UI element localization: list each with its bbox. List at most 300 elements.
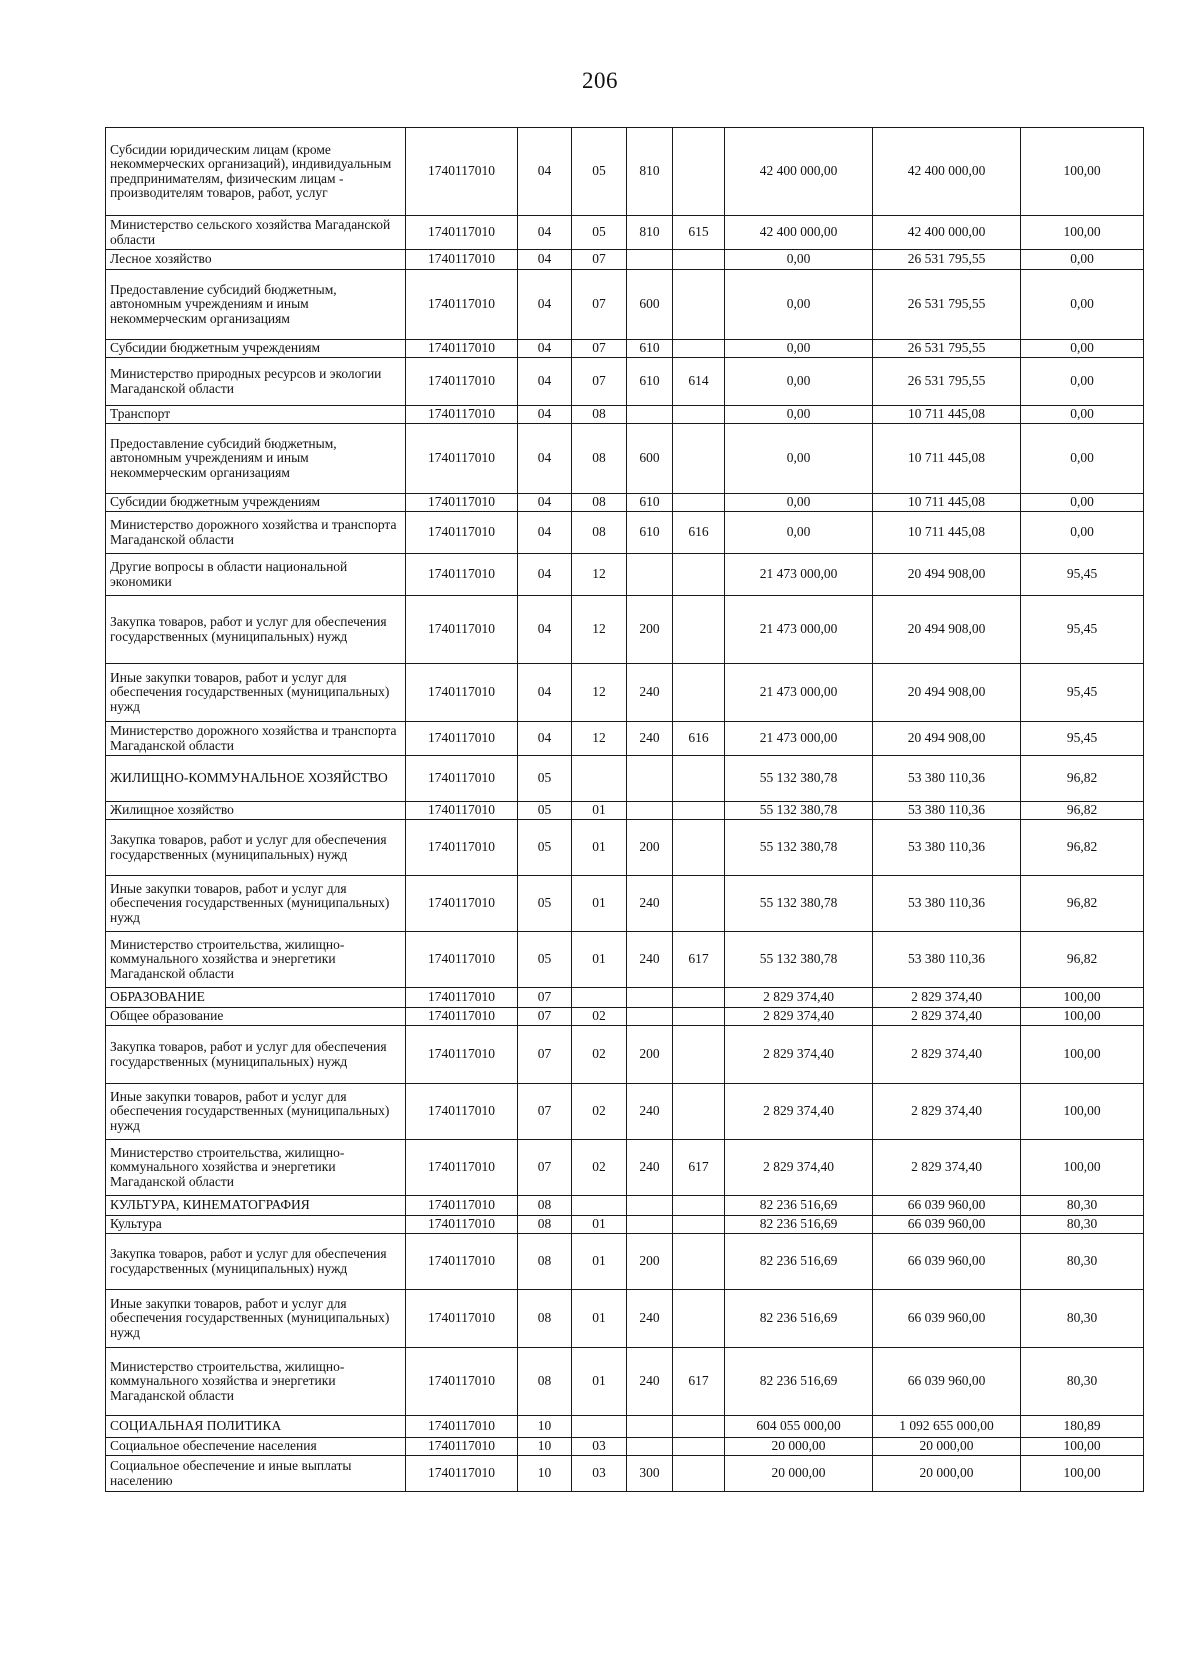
- section-code-cell: 04: [518, 358, 572, 406]
- table-row: [106, 358, 1144, 406]
- actual-amount-cell: 66 039 960,00: [873, 1290, 1021, 1348]
- target-article-cell: 1740117010: [406, 1438, 518, 1456]
- subsection-code-cell: 12: [572, 554, 627, 596]
- section-code-cell: 07: [518, 1026, 572, 1084]
- planned-amount-cell: 2 829 374,40: [725, 1026, 873, 1084]
- row-name-cell: Субсидии юридическим лицам (кроме некоммерческих организаций), индивидуальным предпринимателям, физическим лицам - производителям товаров, работ, услуг: [106, 128, 406, 216]
- row-name-cell: Министерство строительства, жилищно-коммунального хозяйства и энергетики Магаданской области: [106, 932, 406, 988]
- table-row: [106, 1140, 1144, 1196]
- row-name-cell: КУЛЬТУРА, КИНЕМАТОГРАФИЯ: [106, 1196, 406, 1216]
- actual-amount-cell: 26 531 795,55: [873, 270, 1021, 340]
- execution-percent-cell: 95,45: [1021, 664, 1144, 722]
- ministry-code-cell: [673, 1216, 725, 1234]
- ministry-code-cell: [673, 1084, 725, 1140]
- expense-type-cell: [627, 554, 673, 596]
- ministry-code-cell: [673, 1416, 725, 1438]
- expense-type-cell: [627, 1216, 673, 1234]
- ministry-code-cell: [673, 494, 725, 512]
- ministry-code-cell: [673, 1008, 725, 1026]
- planned-amount-cell: 0,00: [725, 424, 873, 494]
- planned-amount-cell: 55 132 380,78: [725, 876, 873, 932]
- table-row: [106, 722, 1144, 756]
- execution-percent-cell: 80,30: [1021, 1216, 1144, 1234]
- subsection-code-cell: 12: [572, 664, 627, 722]
- planned-amount-cell: 20 000,00: [725, 1438, 873, 1456]
- row-name-cell: Министерство дорожного хозяйства и транспорта Магаданской области: [106, 512, 406, 554]
- expense-type-cell: 200: [627, 596, 673, 664]
- target-article-cell: 1740117010: [406, 1140, 518, 1196]
- target-article-cell: 1740117010: [406, 270, 518, 340]
- section-code-cell: 07: [518, 1084, 572, 1140]
- planned-amount-cell: 82 236 516,69: [725, 1196, 873, 1216]
- planned-amount-cell: 21 473 000,00: [725, 664, 873, 722]
- expense-type-cell: 240: [627, 1290, 673, 1348]
- target-article-cell: 1740117010: [406, 1416, 518, 1438]
- target-article-cell: 1740117010: [406, 1290, 518, 1348]
- target-article-cell: 1740117010: [406, 128, 518, 216]
- execution-percent-cell: 0,00: [1021, 494, 1144, 512]
- expense-type-cell: [627, 1438, 673, 1456]
- execution-percent-cell: 95,45: [1021, 596, 1144, 664]
- expense-type-cell: 200: [627, 1234, 673, 1290]
- ministry-code-cell: [673, 802, 725, 820]
- subsection-code-cell: [572, 988, 627, 1008]
- table-row: [106, 1234, 1144, 1290]
- execution-percent-cell: 80,30: [1021, 1348, 1144, 1416]
- ministry-code-cell: 616: [673, 512, 725, 554]
- planned-amount-cell: 42 400 000,00: [725, 128, 873, 216]
- target-article-cell: 1740117010: [406, 596, 518, 664]
- planned-amount-cell: 0,00: [725, 512, 873, 554]
- page-number: 206: [582, 68, 618, 93]
- table-row: [106, 664, 1144, 722]
- row-name-cell: ЖИЛИЩНО-КОММУНАЛЬНОЕ ХОЗЯЙСТВО: [106, 756, 406, 802]
- actual-amount-cell: 2 829 374,40: [873, 1084, 1021, 1140]
- planned-amount-cell: 2 829 374,40: [725, 988, 873, 1008]
- row-name-cell: Культура: [106, 1216, 406, 1234]
- target-article-cell: 1740117010: [406, 1008, 518, 1026]
- execution-percent-cell: 100,00: [1021, 1438, 1144, 1456]
- table-row: [106, 1026, 1144, 1084]
- row-name-cell: Субсидии бюджетным учреждениям: [106, 494, 406, 512]
- actual-amount-cell: 20 494 908,00: [873, 554, 1021, 596]
- target-article-cell: 1740117010: [406, 424, 518, 494]
- table-row: [106, 988, 1144, 1008]
- ministry-code-cell: [673, 1438, 725, 1456]
- actual-amount-cell: 10 711 445,08: [873, 512, 1021, 554]
- planned-amount-cell: 82 236 516,69: [725, 1234, 873, 1290]
- actual-amount-cell: 10 711 445,08: [873, 424, 1021, 494]
- execution-percent-cell: 100,00: [1021, 1456, 1144, 1492]
- section-code-cell: 05: [518, 932, 572, 988]
- table-row: [106, 494, 1144, 512]
- planned-amount-cell: 0,00: [725, 340, 873, 358]
- expense-type-cell: 240: [627, 932, 673, 988]
- actual-amount-cell: 20 494 908,00: [873, 664, 1021, 722]
- table-row: [106, 1438, 1144, 1456]
- ministry-code-cell: 617: [673, 932, 725, 988]
- expense-type-cell: 600: [627, 270, 673, 340]
- subsection-code-cell: 01: [572, 1348, 627, 1416]
- row-name-cell: Министерство природных ресурсов и экологии Магаданской области: [106, 358, 406, 406]
- subsection-code-cell: 02: [572, 1084, 627, 1140]
- execution-percent-cell: 96,82: [1021, 820, 1144, 876]
- ministry-code-cell: [673, 1456, 725, 1492]
- table-row: [106, 128, 1144, 216]
- row-name-cell: СОЦИАЛЬНАЯ ПОЛИТИКА: [106, 1416, 406, 1438]
- table-row: [106, 756, 1144, 802]
- planned-amount-cell: 82 236 516,69: [725, 1290, 873, 1348]
- section-code-cell: 04: [518, 270, 572, 340]
- subsection-code-cell: 01: [572, 1216, 627, 1234]
- ministry-code-cell: [673, 340, 725, 358]
- section-code-cell: 08: [518, 1290, 572, 1348]
- execution-percent-cell: 180,89: [1021, 1416, 1144, 1438]
- section-code-cell: 07: [518, 988, 572, 1008]
- row-name-cell: Закупка товаров, работ и услуг для обеспечения государственных (муниципальных) нужд: [106, 820, 406, 876]
- actual-amount-cell: 2 829 374,40: [873, 1026, 1021, 1084]
- actual-amount-cell: 53 380 110,36: [873, 756, 1021, 802]
- subsection-code-cell: 01: [572, 1290, 627, 1348]
- target-article-cell: 1740117010: [406, 250, 518, 270]
- row-name-cell: ОБРАЗОВАНИЕ: [106, 988, 406, 1008]
- expense-type-cell: 610: [627, 512, 673, 554]
- actual-amount-cell: 53 380 110,36: [873, 876, 1021, 932]
- planned-amount-cell: 2 829 374,40: [725, 1084, 873, 1140]
- target-article-cell: 1740117010: [406, 1216, 518, 1234]
- section-code-cell: 04: [518, 596, 572, 664]
- planned-amount-cell: 55 132 380,78: [725, 756, 873, 802]
- execution-percent-cell: 100,00: [1021, 988, 1144, 1008]
- ministry-code-cell: [673, 1196, 725, 1216]
- row-name-cell: Министерство строительства, жилищно-коммунального хозяйства и энергетики Магаданской области: [106, 1348, 406, 1416]
- ministry-code-cell: [673, 424, 725, 494]
- execution-percent-cell: 0,00: [1021, 512, 1144, 554]
- planned-amount-cell: 21 473 000,00: [725, 596, 873, 664]
- subsection-code-cell: 01: [572, 932, 627, 988]
- row-name-cell: Общее образование: [106, 1008, 406, 1026]
- subsection-code-cell: 01: [572, 802, 627, 820]
- target-article-cell: 1740117010: [406, 406, 518, 424]
- ministry-code-cell: [673, 128, 725, 216]
- actual-amount-cell: 66 039 960,00: [873, 1348, 1021, 1416]
- section-code-cell: 04: [518, 340, 572, 358]
- expense-type-cell: 610: [627, 358, 673, 406]
- row-name-cell: Иные закупки товаров, работ и услуг для обеспечения государственных (муниципальных) нужд: [106, 1084, 406, 1140]
- row-name-cell: Иные закупки товаров, работ и услуг для обеспечения государственных (муниципальных) нужд: [106, 1290, 406, 1348]
- expense-type-cell: 300: [627, 1456, 673, 1492]
- table-row: [106, 876, 1144, 932]
- subsection-code-cell: 03: [572, 1438, 627, 1456]
- actual-amount-cell: 1 092 655 000,00: [873, 1416, 1021, 1438]
- target-article-cell: 1740117010: [406, 664, 518, 722]
- planned-amount-cell: 0,00: [725, 406, 873, 424]
- table-row: [106, 270, 1144, 340]
- ministry-code-cell: [673, 270, 725, 340]
- budget-table: [105, 127, 1144, 1492]
- execution-percent-cell: 100,00: [1021, 128, 1144, 216]
- target-article-cell: 1740117010: [406, 1026, 518, 1084]
- subsection-code-cell: 02: [572, 1026, 627, 1084]
- execution-percent-cell: 95,45: [1021, 722, 1144, 756]
- expense-type-cell: [627, 1416, 673, 1438]
- section-code-cell: 04: [518, 494, 572, 512]
- section-code-cell: 04: [518, 722, 572, 756]
- table-row: [106, 406, 1144, 424]
- subsection-code-cell: [572, 756, 627, 802]
- section-code-cell: 05: [518, 820, 572, 876]
- execution-percent-cell: 80,30: [1021, 1196, 1144, 1216]
- row-name-cell: Министерство строительства, жилищно-коммунального хозяйства и энергетики Магаданской области: [106, 1140, 406, 1196]
- actual-amount-cell: 2 829 374,40: [873, 1008, 1021, 1026]
- execution-percent-cell: 96,82: [1021, 876, 1144, 932]
- table-row: [106, 1196, 1144, 1216]
- execution-percent-cell: 100,00: [1021, 216, 1144, 250]
- expense-type-cell: [627, 1008, 673, 1026]
- subsection-code-cell: 08: [572, 406, 627, 424]
- row-name-cell: Предоставление субсидий бюджетным, автономным учреждениям и иным некоммерческим организациям: [106, 424, 406, 494]
- target-article-cell: 1740117010: [406, 1456, 518, 1492]
- planned-amount-cell: 0,00: [725, 270, 873, 340]
- execution-percent-cell: 96,82: [1021, 802, 1144, 820]
- expense-type-cell: 810: [627, 128, 673, 216]
- table-row: [106, 340, 1144, 358]
- table-row: [106, 1008, 1144, 1026]
- target-article-cell: 1740117010: [406, 554, 518, 596]
- actual-amount-cell: 20 494 908,00: [873, 596, 1021, 664]
- table-row: [106, 1290, 1144, 1348]
- row-name-cell: Социальное обеспечение и иные выплаты населению: [106, 1456, 406, 1492]
- row-name-cell: Субсидии бюджетным учреждениям: [106, 340, 406, 358]
- expense-type-cell: 240: [627, 1140, 673, 1196]
- table-row: [106, 802, 1144, 820]
- ministry-code-cell: [673, 820, 725, 876]
- row-name-cell: Закупка товаров, работ и услуг для обеспечения государственных (муниципальных) нужд: [106, 1234, 406, 1290]
- target-article-cell: 1740117010: [406, 340, 518, 358]
- target-article-cell: 1740117010: [406, 1196, 518, 1216]
- execution-percent-cell: 0,00: [1021, 406, 1144, 424]
- expense-type-cell: 240: [627, 1084, 673, 1140]
- actual-amount-cell: 26 531 795,55: [873, 358, 1021, 406]
- execution-percent-cell: 100,00: [1021, 1008, 1144, 1026]
- section-code-cell: 04: [518, 128, 572, 216]
- section-code-cell: 04: [518, 424, 572, 494]
- planned-amount-cell: 55 132 380,78: [725, 932, 873, 988]
- ministry-code-cell: [673, 406, 725, 424]
- subsection-code-cell: 12: [572, 722, 627, 756]
- subsection-code-cell: [572, 1196, 627, 1216]
- subsection-code-cell: 07: [572, 270, 627, 340]
- expense-type-cell: [627, 988, 673, 1008]
- section-code-cell: 04: [518, 512, 572, 554]
- row-name-cell: Иные закупки товаров, работ и услуг для обеспечения государственных (муниципальных) нужд: [106, 876, 406, 932]
- planned-amount-cell: 20 000,00: [725, 1456, 873, 1492]
- actual-amount-cell: 53 380 110,36: [873, 802, 1021, 820]
- planned-amount-cell: 0,00: [725, 494, 873, 512]
- actual-amount-cell: 20 000,00: [873, 1456, 1021, 1492]
- subsection-code-cell: 08: [572, 494, 627, 512]
- table-row: [106, 932, 1144, 988]
- actual-amount-cell: 2 829 374,40: [873, 1140, 1021, 1196]
- ministry-code-cell: [673, 554, 725, 596]
- execution-percent-cell: 0,00: [1021, 424, 1144, 494]
- execution-percent-cell: 96,82: [1021, 756, 1144, 802]
- subsection-code-cell: 08: [572, 424, 627, 494]
- ministry-code-cell: [673, 1234, 725, 1290]
- ministry-code-cell: 617: [673, 1348, 725, 1416]
- planned-amount-cell: 21 473 000,00: [725, 722, 873, 756]
- subsection-code-cell: 03: [572, 1456, 627, 1492]
- section-code-cell: 08: [518, 1216, 572, 1234]
- subsection-code-cell: 01: [572, 1234, 627, 1290]
- target-article-cell: 1740117010: [406, 802, 518, 820]
- section-code-cell: 04: [518, 216, 572, 250]
- target-article-cell: 1740117010: [406, 932, 518, 988]
- expense-type-cell: 240: [627, 876, 673, 932]
- section-code-cell: 05: [518, 876, 572, 932]
- section-code-cell: 10: [518, 1456, 572, 1492]
- execution-percent-cell: 100,00: [1021, 1140, 1144, 1196]
- execution-percent-cell: 80,30: [1021, 1290, 1144, 1348]
- section-code-cell: 07: [518, 1008, 572, 1026]
- planned-amount-cell: 2 829 374,40: [725, 1008, 873, 1026]
- target-article-cell: 1740117010: [406, 820, 518, 876]
- table-row: [106, 596, 1144, 664]
- execution-percent-cell: 0,00: [1021, 340, 1144, 358]
- planned-amount-cell: 55 132 380,78: [725, 820, 873, 876]
- section-code-cell: 08: [518, 1348, 572, 1416]
- target-article-cell: 1740117010: [406, 722, 518, 756]
- table-row: [106, 554, 1144, 596]
- expense-type-cell: [627, 1196, 673, 1216]
- table-row: [106, 1216, 1144, 1234]
- row-name-cell: Закупка товаров, работ и услуг для обеспечения государственных (муниципальных) нужд: [106, 1026, 406, 1084]
- row-name-cell: Другие вопросы в области национальной экономики: [106, 554, 406, 596]
- target-article-cell: 1740117010: [406, 358, 518, 406]
- planned-amount-cell: 82 236 516,69: [725, 1348, 873, 1416]
- section-code-cell: 04: [518, 250, 572, 270]
- subsection-code-cell: 12: [572, 596, 627, 664]
- actual-amount-cell: 26 531 795,55: [873, 250, 1021, 270]
- subsection-code-cell: 07: [572, 340, 627, 358]
- planned-amount-cell: 604 055 000,00: [725, 1416, 873, 1438]
- ministry-code-cell: [673, 876, 725, 932]
- ministry-code-cell: 614: [673, 358, 725, 406]
- ministry-code-cell: [673, 664, 725, 722]
- ministry-code-cell: [673, 756, 725, 802]
- ministry-code-cell: [673, 1026, 725, 1084]
- section-code-cell: 07: [518, 1140, 572, 1196]
- subsection-code-cell: 02: [572, 1008, 627, 1026]
- ministry-code-cell: [673, 596, 725, 664]
- section-code-cell: 05: [518, 756, 572, 802]
- expense-type-cell: 200: [627, 820, 673, 876]
- section-code-cell: 08: [518, 1234, 572, 1290]
- table-row: [106, 1456, 1144, 1492]
- execution-percent-cell: 100,00: [1021, 1084, 1144, 1140]
- row-name-cell: Министерство дорожного хозяйства и транспорта Магаданской области: [106, 722, 406, 756]
- actual-amount-cell: 66 039 960,00: [873, 1196, 1021, 1216]
- expense-type-cell: 810: [627, 216, 673, 250]
- actual-amount-cell: 66 039 960,00: [873, 1234, 1021, 1290]
- section-code-cell: 05: [518, 802, 572, 820]
- execution-percent-cell: 0,00: [1021, 358, 1144, 406]
- actual-amount-cell: 26 531 795,55: [873, 340, 1021, 358]
- expense-type-cell: [627, 802, 673, 820]
- row-name-cell: Министерство сельского хозяйства Магаданской области: [106, 216, 406, 250]
- planned-amount-cell: 21 473 000,00: [725, 554, 873, 596]
- budget-table-body: [106, 128, 1144, 1492]
- table-row: [106, 1416, 1144, 1438]
- section-code-cell: 08: [518, 1196, 572, 1216]
- target-article-cell: 1740117010: [406, 512, 518, 554]
- planned-amount-cell: 42 400 000,00: [725, 216, 873, 250]
- row-name-cell: Иные закупки товаров, работ и услуг для обеспечения государственных (муниципальных) нужд: [106, 664, 406, 722]
- target-article-cell: 1740117010: [406, 1234, 518, 1290]
- subsection-code-cell: 01: [572, 876, 627, 932]
- ministry-code-cell: 615: [673, 216, 725, 250]
- subsection-code-cell: 07: [572, 358, 627, 406]
- planned-amount-cell: 0,00: [725, 250, 873, 270]
- row-name-cell: Закупка товаров, работ и услуг для обеспечения государственных (муниципальных) нужд: [106, 596, 406, 664]
- expense-type-cell: 240: [627, 722, 673, 756]
- table-row: [106, 424, 1144, 494]
- execution-percent-cell: 80,30: [1021, 1234, 1144, 1290]
- target-article-cell: 1740117010: [406, 494, 518, 512]
- expense-type-cell: 200: [627, 1026, 673, 1084]
- table-row: [106, 1084, 1144, 1140]
- expense-type-cell: 610: [627, 340, 673, 358]
- expense-type-cell: 240: [627, 1348, 673, 1416]
- actual-amount-cell: 20 000,00: [873, 1438, 1021, 1456]
- planned-amount-cell: 82 236 516,69: [725, 1216, 873, 1234]
- section-code-cell: 04: [518, 406, 572, 424]
- row-name-cell: Лесное хозяйство: [106, 250, 406, 270]
- row-name-cell: Транспорт: [106, 406, 406, 424]
- execution-percent-cell: 95,45: [1021, 554, 1144, 596]
- row-name-cell: Предоставление субсидий бюджетным, автономным учреждениям и иным некоммерческим организациям: [106, 270, 406, 340]
- expense-type-cell: 240: [627, 664, 673, 722]
- ministry-code-cell: 617: [673, 1140, 725, 1196]
- expense-type-cell: [627, 406, 673, 424]
- execution-percent-cell: 96,82: [1021, 932, 1144, 988]
- table-row: [106, 1348, 1144, 1416]
- table-row: [106, 216, 1144, 250]
- table-row: [106, 250, 1144, 270]
- ministry-code-cell: [673, 250, 725, 270]
- target-article-cell: 1740117010: [406, 876, 518, 932]
- subsection-code-cell: 02: [572, 1140, 627, 1196]
- subsection-code-cell: [572, 1416, 627, 1438]
- target-article-cell: 1740117010: [406, 756, 518, 802]
- subsection-code-cell: 01: [572, 820, 627, 876]
- subsection-code-cell: 05: [572, 128, 627, 216]
- target-article-cell: 1740117010: [406, 1084, 518, 1140]
- expense-type-cell: 600: [627, 424, 673, 494]
- execution-percent-cell: 0,00: [1021, 270, 1144, 340]
- table-row: [106, 512, 1144, 554]
- planned-amount-cell: 0,00: [725, 358, 873, 406]
- actual-amount-cell: 2 829 374,40: [873, 988, 1021, 1008]
- ministry-code-cell: 616: [673, 722, 725, 756]
- subsection-code-cell: 08: [572, 512, 627, 554]
- row-name-cell: Социальное обеспечение населения: [106, 1438, 406, 1456]
- actual-amount-cell: 10 711 445,08: [873, 406, 1021, 424]
- actual-amount-cell: 53 380 110,36: [873, 932, 1021, 988]
- target-article-cell: 1740117010: [406, 1348, 518, 1416]
- actual-amount-cell: 42 400 000,00: [873, 128, 1021, 216]
- ministry-code-cell: [673, 1290, 725, 1348]
